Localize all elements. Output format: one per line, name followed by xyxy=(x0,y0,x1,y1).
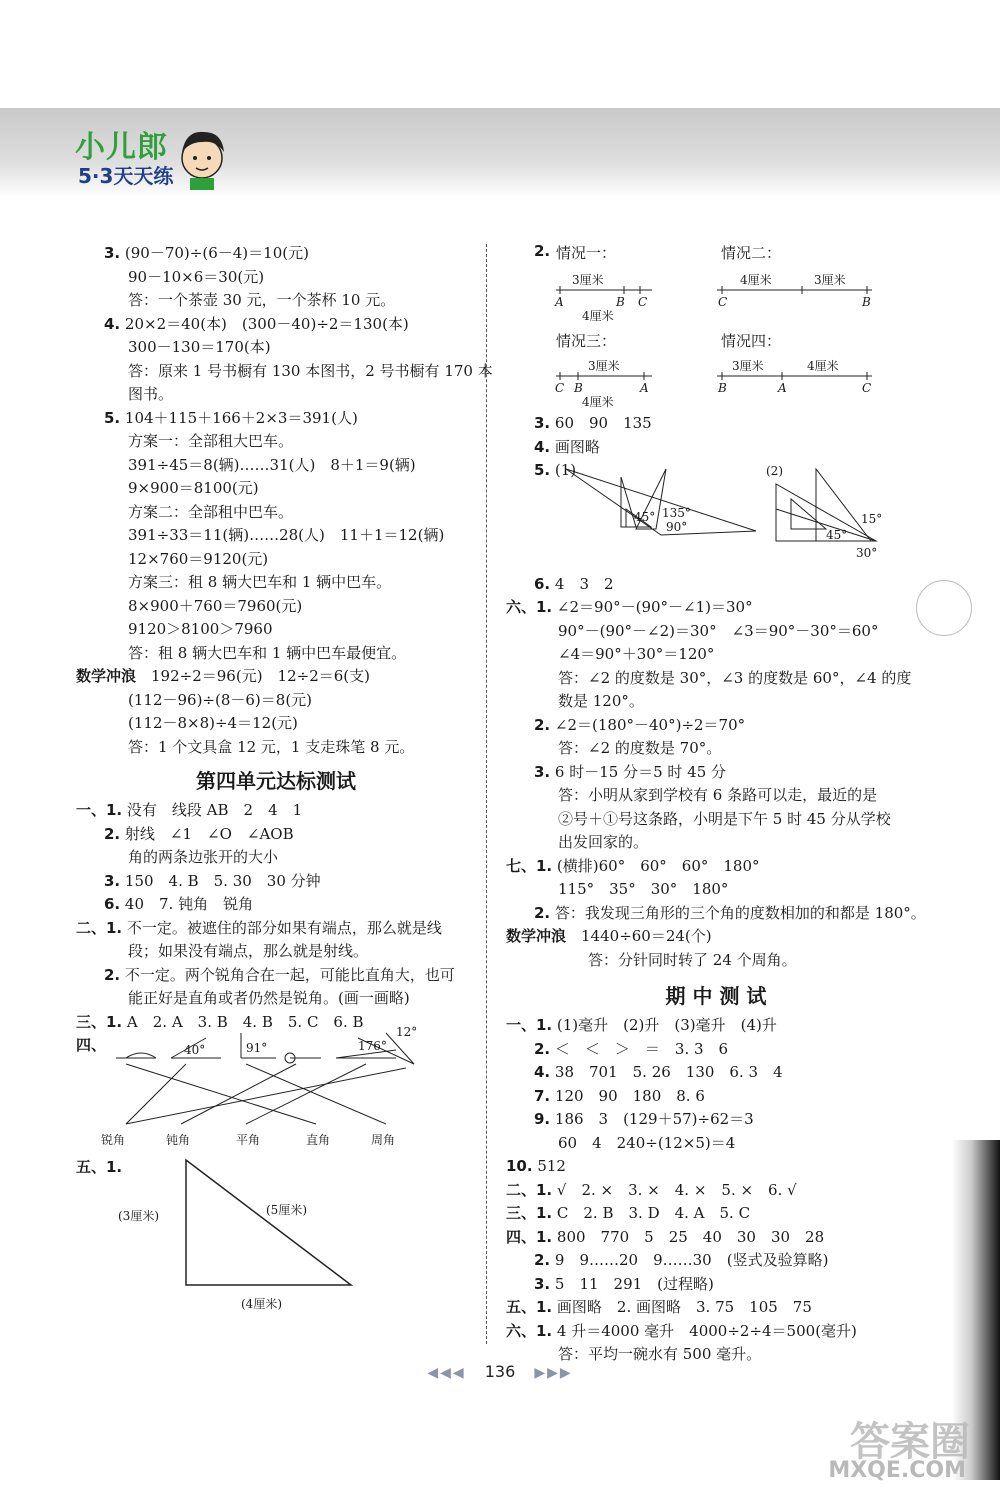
logo-title: 小儿郎 xyxy=(75,130,168,165)
watermark-logo: 答案圈 xyxy=(850,1419,970,1465)
item-text: 答：租 8 辆大巴车和 1 辆中巴车最便宜。 xyxy=(128,643,407,662)
left-column-line xyxy=(76,430,476,454)
left-column-line xyxy=(76,477,476,501)
item-text: (112－8×8)÷4＝12(元) xyxy=(128,714,298,732)
segment-figures xyxy=(552,264,922,414)
item-text: 391÷33＝11(辆)……28(人) 11＋1＝12(辆) xyxy=(128,526,445,544)
svg-text:B: B xyxy=(718,381,727,395)
right-lines-b-line xyxy=(506,808,926,832)
item-number: 2. xyxy=(534,1039,551,1058)
item-text: 60 4 240÷(12×5)＝4 xyxy=(558,1133,736,1152)
right-lines-b-line xyxy=(506,620,926,644)
item-number: 一、1. xyxy=(506,1016,553,1034)
item-text: (112－96)÷(8－6)＝8(元) xyxy=(128,690,313,709)
item-text: 答：∠2 的度数是 30°，∠3 的度数是 60°，∠4 的度 xyxy=(558,668,912,687)
item-text: ∠2＝(180°－40°)÷2＝70° xyxy=(550,715,746,734)
midterm-lines-line xyxy=(506,1155,926,1179)
right-lines-b-line xyxy=(506,714,926,738)
item-text: 出发回家的。 xyxy=(558,833,649,851)
item-text: 方案三：租 8 辆大巴车和 1 辆中巴车。 xyxy=(128,573,392,591)
item-text: 90－10×6＝30(元) xyxy=(128,267,265,286)
unit4-lines-line xyxy=(76,917,476,941)
item-text: (1)毫升 (2)升 (3)毫升 (4)升 xyxy=(552,1016,777,1034)
item-text: 512 xyxy=(532,1157,566,1175)
item-number: 6. xyxy=(534,574,551,593)
c3-bottom-label: 4厘米 xyxy=(582,395,614,409)
item-number: 6. xyxy=(104,895,121,913)
item-number: 3. xyxy=(104,871,121,890)
item-number: 一、1. xyxy=(76,801,123,819)
left-column-line xyxy=(76,336,476,360)
item-number: 2. xyxy=(104,824,121,843)
fig2-angle-45: 45° xyxy=(826,527,848,542)
midterm-lines-line xyxy=(506,1179,926,1203)
angle-type-round: 周角 xyxy=(371,1133,396,1147)
angle-type-straight: 平角 xyxy=(236,1133,261,1147)
right-lines-b-line xyxy=(506,855,926,879)
item-number: 四、1. xyxy=(506,1227,553,1246)
item-number: 5. xyxy=(104,408,121,427)
case-1-label: 情况一： xyxy=(556,244,617,262)
item-text: 9×900＝8100(元) xyxy=(128,479,259,497)
midterm-lines-line xyxy=(506,1038,926,1062)
angle-label-40: 40° xyxy=(184,1043,206,1057)
c3-top-label: 3厘米 xyxy=(588,359,620,373)
item-number: 六、1. xyxy=(506,1321,553,1340)
item-text: ＜ ＜ ＞ ＝ 3. 3 6 xyxy=(550,1039,729,1058)
item-number: 4. xyxy=(534,1063,551,1081)
item-number: 2. xyxy=(534,715,551,734)
item-text: ∠4＝90°＋30°＝120° xyxy=(558,645,715,663)
item-number: 2. xyxy=(534,903,551,922)
item-text: 图书。 xyxy=(128,385,174,403)
item-text: 6 时－15 分＝5 时 45 分 xyxy=(550,762,727,781)
item-text: 答：∠2 的度数是 70°。 xyxy=(558,739,722,757)
midterm-lines-line xyxy=(506,1108,926,1132)
left-column-line xyxy=(76,665,476,689)
case-2-label: 情况二： xyxy=(721,244,782,262)
item-text: A 2. A 3. B 4. B 5. C 6. B xyxy=(122,1012,364,1031)
c1-top-label: 3厘米 xyxy=(572,273,604,287)
triangle-bottom-label: (4厘米) xyxy=(241,1297,282,1311)
midterm-lines-line xyxy=(506,1226,926,1250)
item-number: 3. xyxy=(534,414,551,432)
pager-right-arrows: ▶▶▶ xyxy=(534,1365,573,1381)
left-column-line xyxy=(76,501,476,525)
midterm-lines-line xyxy=(506,1273,926,1297)
item-text: 120 90 180 8. 6 xyxy=(550,1086,705,1105)
triangle-rulers-figure xyxy=(526,463,926,579)
left-column-line xyxy=(76,383,476,407)
midterm-lines-line xyxy=(506,1061,926,1085)
svg-text:A: A xyxy=(778,381,787,395)
item-text: 答：我发现三角形的三个角的度数相加的和都是 180°。 xyxy=(550,903,926,922)
item-text: 40 7. 钝角 锐角 xyxy=(120,895,254,913)
right-lines-b-line xyxy=(506,784,926,808)
left-column-line xyxy=(76,266,476,290)
item-text: (横排)60° 60° 60° 180° xyxy=(552,856,760,875)
unit4-lines-line xyxy=(76,964,476,988)
item-text: 300－130＝170(本) xyxy=(128,338,271,356)
section4-matching xyxy=(76,1025,476,1147)
section5-label: 五、1. xyxy=(76,1158,123,1176)
item-text: (1) xyxy=(550,461,577,479)
item-number: 2. xyxy=(104,965,121,984)
item-number: 三、1. xyxy=(506,1204,553,1222)
unit4-lines-line xyxy=(76,846,476,870)
item-number: 3. xyxy=(534,762,551,781)
item-text: 答：一个茶壶 30 元，一个茶杯 10 元。 xyxy=(128,291,396,309)
item-text: 60 90 135 xyxy=(550,414,652,432)
left-column-line xyxy=(76,642,476,666)
item-number: 9. xyxy=(534,1110,551,1128)
item-number: 三、1. xyxy=(76,1012,123,1031)
item-text: 5 11 291 (过程略) xyxy=(550,1274,714,1293)
right-lines-b-line xyxy=(506,643,926,667)
right-lines-b-line xyxy=(506,761,926,785)
item-text: ∠2＝90°－(90°－∠1)＝30° xyxy=(552,598,753,616)
midterm-lines-line xyxy=(506,1320,926,1344)
left-column-line xyxy=(76,571,476,595)
case-3-label: 情况三： xyxy=(556,332,617,350)
left-column-line xyxy=(76,689,476,713)
item-text: 192÷2＝96(元) 12÷2＝6(支) xyxy=(136,667,370,685)
left-column-line xyxy=(76,595,476,619)
item-text: 答：分针同时转了 24 个周角。 xyxy=(558,950,797,969)
item-number: 二、1. xyxy=(506,1180,553,1199)
item-number: 4. xyxy=(534,437,551,456)
item-number: 7. xyxy=(534,1086,551,1105)
item-text: 104＋115＋166＋2×3＝391(人) xyxy=(120,408,358,427)
midterm-lines-line xyxy=(506,1249,926,1273)
svg-text:B: B xyxy=(616,295,625,309)
item-text: 391÷45＝8(辆)……31(人) 8＋1＝9(辆) xyxy=(128,455,416,474)
item-text: (90－70)÷(6－4)＝10(元) xyxy=(120,244,309,262)
q2-label: 2. xyxy=(534,242,551,260)
item-text: 画图略 xyxy=(550,437,600,456)
item-text: 9120＞8100＞7960 xyxy=(128,620,273,638)
item-text: 8×900＋760＝7960(元) xyxy=(128,596,303,615)
left-column-line xyxy=(76,618,476,642)
svg-text:A: A xyxy=(555,295,564,309)
item-number: 3. xyxy=(104,244,121,262)
left-column-line xyxy=(76,454,476,478)
left-column-line xyxy=(76,548,476,572)
svg-text:C: C xyxy=(862,381,872,395)
right-lines-b-line xyxy=(506,831,926,855)
left-column-line xyxy=(76,736,476,760)
item-text: 角的两条边张开的大小 xyxy=(128,848,279,866)
angle-type-obtuse: 钝角 xyxy=(166,1133,191,1147)
left-column-line xyxy=(76,524,476,548)
item-text: 方案一：全部租大巴车。 xyxy=(128,432,294,450)
midterm-lines-line xyxy=(506,1085,926,1109)
fig2-angle-30: 30° xyxy=(856,545,878,560)
right-lines-b-line xyxy=(506,878,926,902)
svg-text:B: B xyxy=(574,381,583,395)
page-footer xyxy=(0,1362,1000,1381)
item-text: 20×2＝40(本) (300－40)÷2＝130(本) xyxy=(120,314,409,333)
item-number: 数学冲浪 xyxy=(506,927,567,945)
unit4-lines-line xyxy=(76,823,476,847)
watermark-url: MXQE.COM xyxy=(828,1458,966,1483)
angle-label-176: 176° xyxy=(358,1039,387,1053)
stamp-icon xyxy=(916,580,972,636)
item-text: 12×760＝9120(元) xyxy=(128,549,269,568)
item-text: 答：平均一碗水有 500 毫升。 xyxy=(558,1345,762,1363)
item-text: 9 9……20 9……30 (竖式及验算略) xyxy=(550,1251,829,1269)
unit4-lines-line xyxy=(76,940,476,964)
item-number: 五、1. xyxy=(506,1298,553,1316)
midterm-title: 期 中 测 试 xyxy=(665,984,767,1008)
midterm-lines-line xyxy=(506,1296,926,1320)
item-text: 4 升＝4000 毫升 4000÷2÷4＝500(毫升) xyxy=(552,1321,857,1340)
item-text: 不一定。被遮住的部分如果有端点，那么就是线 xyxy=(122,918,442,937)
item-text: 方案二：全部租中巴车。 xyxy=(128,502,294,521)
item-number: 3. xyxy=(534,1274,551,1293)
right-lines-b-line xyxy=(506,949,926,973)
c2-a-label: 4厘米 xyxy=(740,273,772,287)
item-number: 4. xyxy=(104,314,121,333)
mascot-icon xyxy=(172,122,232,192)
item-text: 段；如果没有端点，那么就是射线。 xyxy=(128,942,369,960)
item-number: 二、1. xyxy=(76,918,123,937)
fig1-angle-135: 135° xyxy=(662,505,691,520)
item-text: 4 3 2 xyxy=(550,574,614,593)
fig1-angle-45: 45° xyxy=(634,509,656,524)
case-4-label: 情况四： xyxy=(721,332,782,350)
item-text: 没有 线段 AB 2 4 1 xyxy=(122,801,303,819)
right-lines-a-line xyxy=(506,412,926,436)
item-number: 六、1. xyxy=(506,598,553,616)
c4-b-label: 4厘米 xyxy=(807,359,839,373)
angle-type-acute: 锐角 xyxy=(101,1133,126,1147)
left-column-line xyxy=(76,712,476,736)
unit4-lines-line xyxy=(76,799,476,823)
item-text: C 2. B 3. D 4. A 5. C xyxy=(552,1204,751,1222)
svg-text:C: C xyxy=(638,295,648,309)
right-lines-a-line xyxy=(506,436,926,460)
unit4-title: 第四单元达标测试 xyxy=(196,769,356,793)
item-number: 数学冲浪 xyxy=(76,667,137,685)
angle-type-right: 直角 xyxy=(306,1133,331,1147)
item-text: 不一定。两个锐角合在一起，可能比直角大，也可 xyxy=(120,965,455,984)
section4-label: 四、 xyxy=(76,1036,107,1054)
midterm-lines-line xyxy=(506,1132,926,1156)
item-text: 画图略 2. 画图略 3. 75 105 75 xyxy=(552,1298,812,1316)
right-lines-b-line xyxy=(506,690,926,714)
item-text: 38 701 5. 26 130 6. 3 4 xyxy=(550,1063,783,1081)
q5-figures xyxy=(506,463,926,573)
left-column-line xyxy=(76,242,476,266)
c4-a-label: 3厘米 xyxy=(732,359,764,373)
left-column xyxy=(76,242,493,1326)
fig1-angle-90: 90° xyxy=(666,519,688,534)
right-lines-b-line xyxy=(506,737,926,761)
fig2-label: (2) xyxy=(766,463,783,478)
section5-triangle xyxy=(76,1156,476,1326)
q2-segments xyxy=(506,242,926,412)
item-text: 1440÷60＝24(个) xyxy=(566,927,712,945)
triangle-figure xyxy=(116,1150,416,1330)
right-column xyxy=(506,242,926,1367)
item-text: 800 770 5 25 40 30 30 28 xyxy=(552,1227,825,1246)
item-text: 115° 35° 30° 180° xyxy=(558,880,729,898)
c2-b-label: 3厘米 xyxy=(814,273,846,287)
item-text: 150 4. B 5. 30 30 分钟 xyxy=(120,871,321,890)
c1-bottom-label: 4厘米 xyxy=(582,309,614,323)
item-number: 七、1. xyxy=(506,856,553,875)
left-column-line xyxy=(76,407,476,431)
item-text: 数是 120°。 xyxy=(558,692,644,710)
item-text: 答：小明从家到学校有 6 条路可以走，最近的是 xyxy=(558,786,878,804)
item-text: √ 2. × 3. × 4. × 5. × 6. √ xyxy=(552,1180,797,1199)
left-column-line xyxy=(76,313,476,337)
right-lines-b-line xyxy=(506,667,926,691)
triangle-left-label: (3厘米) xyxy=(118,1209,159,1223)
item-text: 90°－(90°－∠2)＝30° ∠3＝90°－30°＝60° xyxy=(558,621,879,640)
item-number: 10. xyxy=(506,1157,533,1175)
item-text: 答：原来 1 号书橱有 130 本图书，2 号书橱有 170 本 xyxy=(128,361,493,380)
page-number: 136 xyxy=(484,1362,516,1381)
unit4-lines-line xyxy=(76,987,476,1011)
angle-label-91: 91° xyxy=(246,1041,268,1055)
svg-text:A: A xyxy=(640,381,649,395)
svg-text:B: B xyxy=(862,295,871,309)
item-text: 答：1 个文具盒 12 元，1 支走珠笔 8 元。 xyxy=(128,737,415,756)
left-column-line xyxy=(76,360,493,384)
unit4-lines-line xyxy=(76,893,476,917)
left-column-line xyxy=(76,289,476,313)
item-number: 5. xyxy=(534,461,551,479)
pager-left-arrows: ◀◀◀ xyxy=(427,1365,466,1381)
item-text: ②号＋①号这条路，小明是下午 5 时 45 分从学校 xyxy=(558,809,891,828)
right-lines-b-line xyxy=(506,596,926,620)
right-lines-b-line xyxy=(506,925,926,949)
midterm-lines-line xyxy=(506,1202,926,1226)
item-text: 186 3 (129＋57)÷62＝3 xyxy=(550,1110,754,1128)
column-divider xyxy=(486,244,487,1344)
logo-subtitle: 5·3天天练 xyxy=(78,164,174,188)
item-text: 能正好是直角或者仍然是锐角。(画一画略) xyxy=(128,989,410,1007)
unit4-lines-line xyxy=(76,870,476,894)
midterm-lines-line xyxy=(506,1014,926,1038)
item-text: 射线 ∠1 ∠O ∠AOB xyxy=(120,824,294,843)
fig2-angle-15: 15° xyxy=(861,511,883,526)
triangle-hyp-label: (5厘米) xyxy=(266,1203,307,1217)
item-number: 2. xyxy=(534,1251,551,1269)
right-lines-b-line xyxy=(506,902,926,926)
svg-text:C: C xyxy=(555,381,565,395)
angle-label-12: 12° xyxy=(396,1025,418,1039)
svg-text:C: C xyxy=(718,295,728,309)
